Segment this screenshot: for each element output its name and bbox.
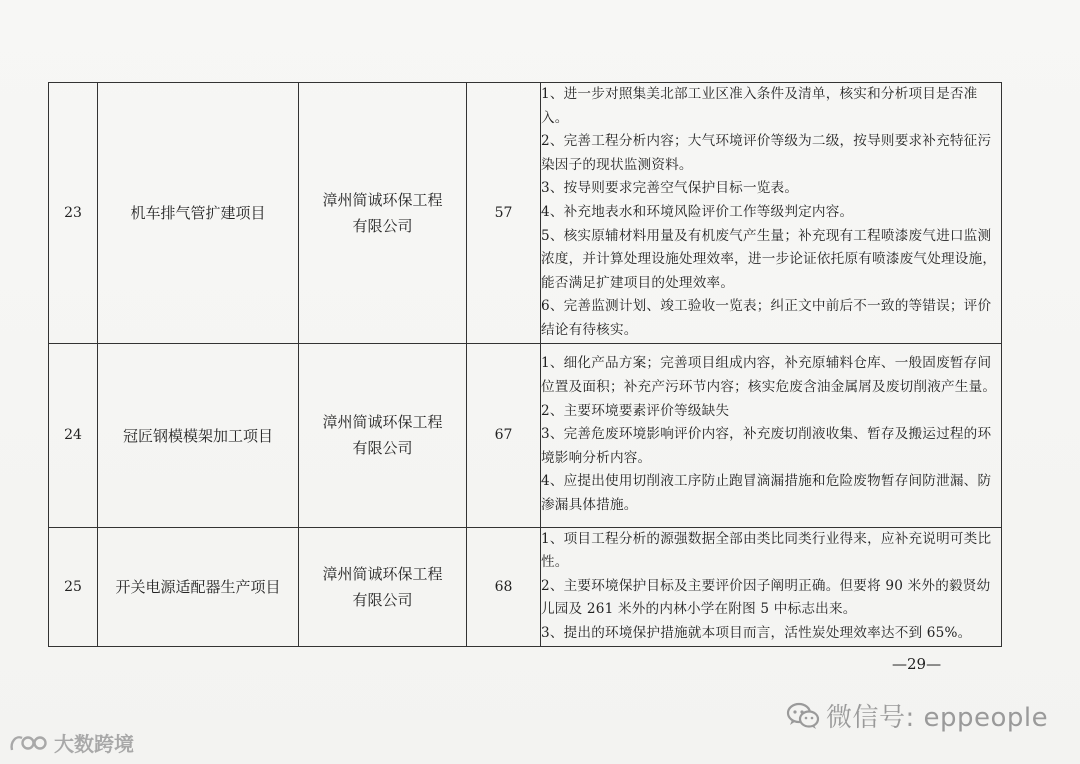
table-row: [49, 83, 1002, 344]
table-row: [49, 343, 1002, 527]
opinion-item: 3、完善危废环境影响评价内容，补充废切削液收集、暂存及搬运过程的环境影响分析内容。: [541, 426, 992, 466]
unit-line: 有限公司: [352, 590, 413, 609]
unit-line: 漳州简诚环保工程: [322, 190, 443, 209]
opinion-item: 2、完善工程分析内容；大气环境评价等级为二级，按导则要求补充特征污染因子的现状监测资料。: [541, 133, 992, 173]
evaluation-unit: [299, 343, 467, 527]
opinion-item: 3、提出的环境保护措施就本项目而言，活性炭处理效率达不到 65%。: [541, 624, 972, 641]
review-table: [48, 82, 1002, 647]
opinion-item: 4、补充地表水和环境风险评价工作等级判定内容。: [541, 203, 854, 220]
page-number: —29—: [892, 655, 942, 673]
opinion-item: 2、主要环境要素评价等级缺失: [541, 402, 730, 419]
evaluation-unit: [299, 83, 467, 344]
project-name: 冠匠钢模模架加工项目: [98, 343, 299, 527]
unit-line: 漳州简诚环保工程: [322, 413, 443, 432]
project-name: 机车排气管扩建项目: [98, 83, 299, 344]
row-number: 23: [49, 83, 98, 344]
wechat-icon: [786, 701, 820, 731]
brand-watermark-text: 大数跨境: [54, 732, 134, 756]
brand-logo-icon: [8, 732, 50, 754]
opinion-item: 6、完善监测计划、竣工验收一览表；纠正文中前后不一致的等错误；评价结论有待核实。: [541, 298, 992, 338]
row-number: 25: [49, 527, 98, 646]
brand-watermark: [8, 728, 134, 757]
review-opinions: [541, 527, 1002, 646]
wechat-id-text: 微信号: eppeople: [826, 703, 1049, 733]
opinion-item: 5、核实原辅材料用量及有机废气产生量；补充现有工程喷漆废气进口监测浓度，并计算处理设施处理效率，进一步论证依托原有喷漆废气处理设施，能否满足扩建项目的处理效率。: [541, 227, 997, 291]
opinion-item: 4、应提出使用切削液工序防止跑冒滴漏措施和危险废物暂存间防泄漏、防渗漏具体措施。: [541, 473, 992, 514]
evaluation-unit: [299, 527, 467, 646]
project-name: 开关电源适配器生产项目: [98, 527, 299, 646]
unit-line: 漳州简诚环保工程: [322, 564, 443, 583]
review-opinions: [541, 83, 1002, 344]
opinion-item: 3、按导则要求完善空气保护目标一览表。: [541, 180, 799, 197]
unit-line: 有限公司: [352, 439, 413, 458]
table-row: [49, 527, 1002, 646]
opinion-item: 1、进一步对照集美北部工业区准入条件及清单，核实和分析项目是否准入。: [541, 86, 978, 126]
score: 68: [467, 527, 541, 646]
score: 67: [467, 343, 541, 527]
wechat-watermark: [786, 697, 1048, 734]
opinion-item: 2、主要环境保护目标及主要评价因子阐明正确。但要将 90 米外的毅贤幼儿园及 261 米外的内林小学在附图 5 中标志出来。: [541, 577, 991, 618]
opinion-item: 1、项目工程分析的源强数据全部由类比同类行业得来，应补充说明可类比性。: [541, 530, 992, 571]
review-opinions: [541, 343, 1002, 527]
score: 57: [467, 83, 541, 344]
unit-line: 有限公司: [352, 216, 413, 235]
row-number: 24: [49, 343, 98, 527]
opinion-item: 1、细化产品方案；完善项目组成内容，补充原辅料仓库、一般固废暂存间位置及面积；补充产污环节内容；核实危废含油金属屑及废切削液产生量。: [541, 355, 997, 396]
review-table-body: [49, 83, 1002, 647]
